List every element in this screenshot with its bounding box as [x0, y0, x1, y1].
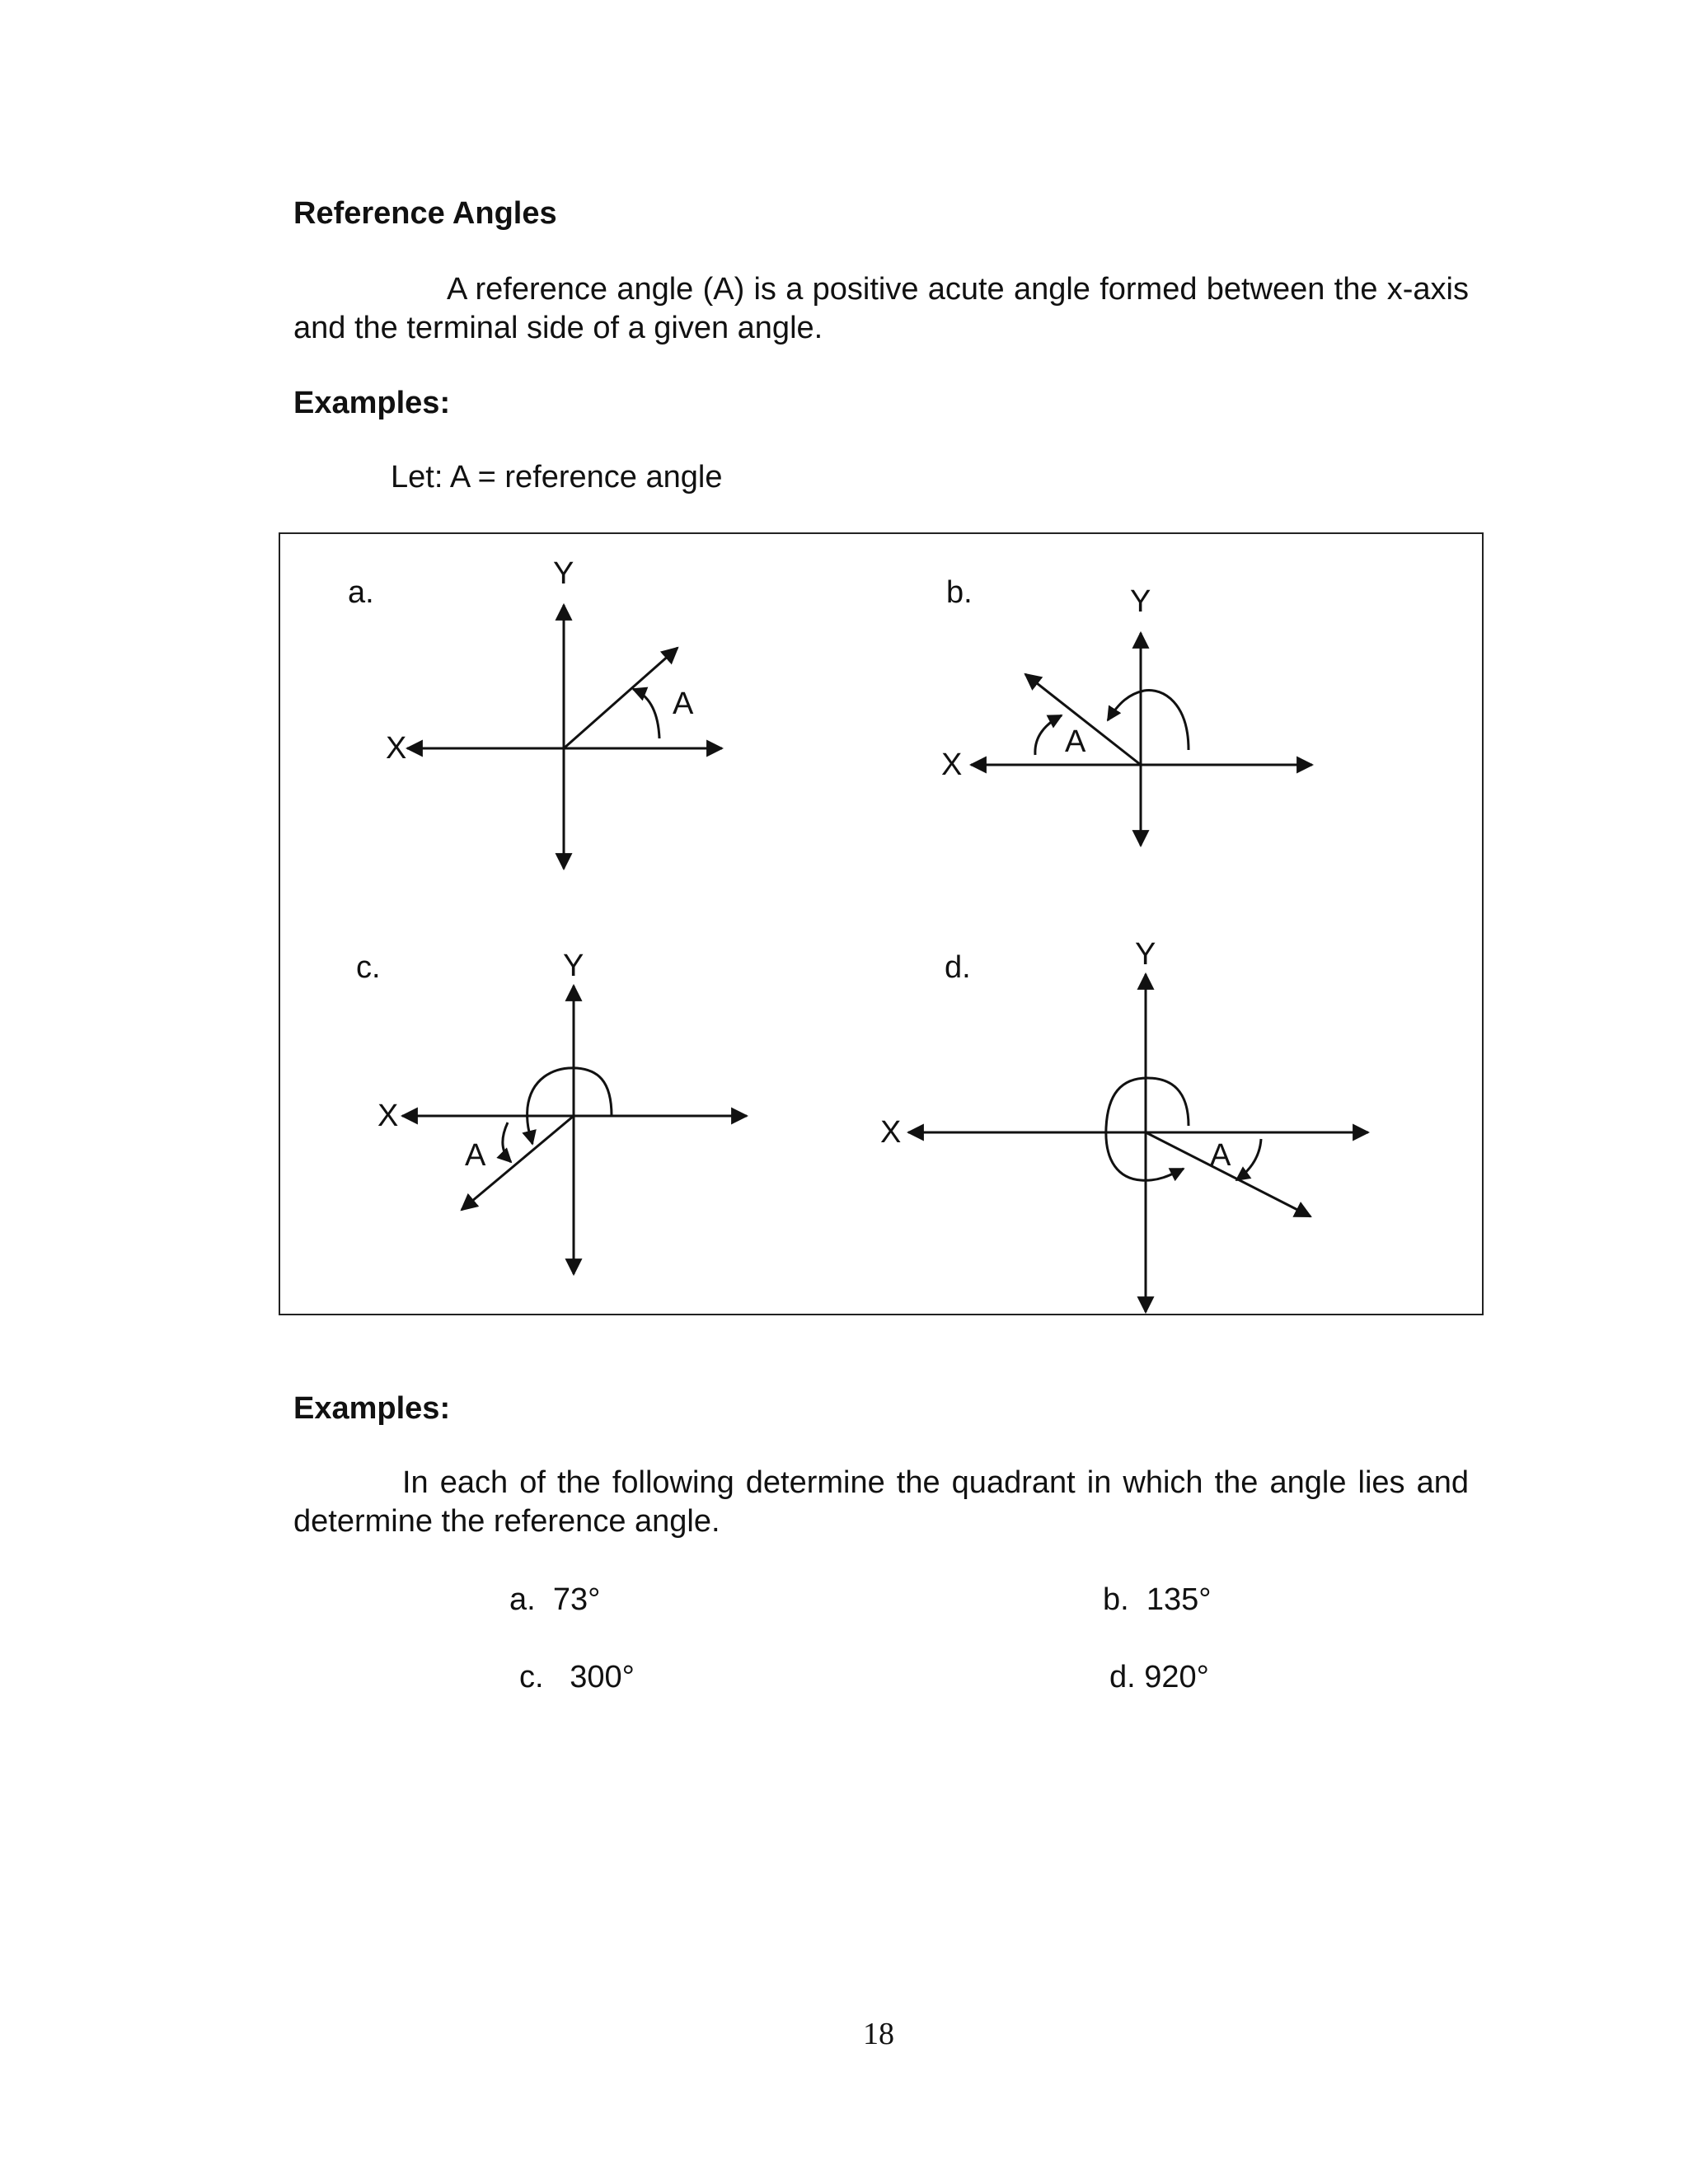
exercise-item-d-value: 920°	[1144, 1660, 1209, 1694]
examples-heading: Examples:	[293, 386, 451, 420]
exercise-item-b-label: b.	[1103, 1582, 1129, 1617]
exercise-item-d-label: d.	[1109, 1660, 1136, 1694]
examples-heading-2: Examples:	[293, 1391, 451, 1426]
diagram-b-angle-arc	[1035, 715, 1062, 755]
diagram-d-x-label: X	[880, 1115, 902, 1150]
diagram-a-angle-label: A	[673, 687, 694, 721]
exercise-item-d	[1109, 1658, 1209, 1696]
diagram-b	[941, 575, 1312, 846]
diagram-b-angle-label: A	[1065, 724, 1086, 759]
section-title: Reference Angles	[293, 196, 557, 231]
page-number: 18	[863, 2017, 894, 2051]
diagram-d-y-label: Y	[1135, 937, 1156, 972]
diagram-c	[356, 949, 747, 1274]
diagram-d-angle-arc	[1236, 1139, 1261, 1180]
instruction-paragraph: In each of the following determine the quadrant in which the angle lies and determine the reference angle.	[293, 1465, 1469, 1539]
exercise-item-c-label: c.	[519, 1660, 544, 1694]
diagram-a	[348, 556, 722, 869]
diagram-b-label: b.	[946, 575, 973, 610]
reference-angle-figure	[279, 532, 1484, 1315]
diagram-c-rotation-arc	[528, 1068, 612, 1144]
diagram-b-x-label: X	[941, 748, 963, 782]
diagram-c-angle-label: A	[465, 1138, 486, 1173]
diagram-a-label: a.	[348, 575, 374, 610]
exercise-item-a	[509, 1581, 600, 1619]
diagram-c-x-label: X	[377, 1099, 399, 1133]
exercise-item-a-value: 73°	[552, 1582, 601, 1617]
diagram-d	[880, 937, 1368, 1312]
diagram-d-rotation-arc	[1106, 1078, 1189, 1180]
diagram-c-y-label: Y	[563, 949, 584, 983]
diagram-b-rotation-arc	[1108, 691, 1189, 750]
diagram-d-label: d.	[945, 950, 971, 985]
let-statement: Let: A = reference angle	[391, 460, 723, 494]
diagram-c-angle-arc	[503, 1122, 511, 1162]
diagram-a-x-label: X	[386, 731, 407, 766]
diagram-c-label: c.	[356, 950, 381, 985]
diagram-b-y-label: Y	[1130, 584, 1151, 619]
diagram-a-y-label: Y	[553, 556, 574, 591]
reference-angle-diagrams	[280, 534, 1482, 1314]
diagram-a-angle-arc	[633, 689, 659, 738]
exercise-item-c-value: 300°	[570, 1660, 635, 1694]
definition-paragraph: A reference angle (A) is a positive acute angle formed between the x-axis and the terminal side of a given angle.	[293, 272, 1469, 345]
exercise-item-a-label: a.	[509, 1582, 536, 1617]
diagram-a-terminal-side	[564, 648, 678, 748]
exercise-item-b-value: 135°	[1146, 1582, 1212, 1617]
exercise-item-c	[519, 1658, 635, 1696]
exercise-item-b	[1103, 1581, 1211, 1619]
diagram-d-angle-label: A	[1210, 1138, 1231, 1173]
